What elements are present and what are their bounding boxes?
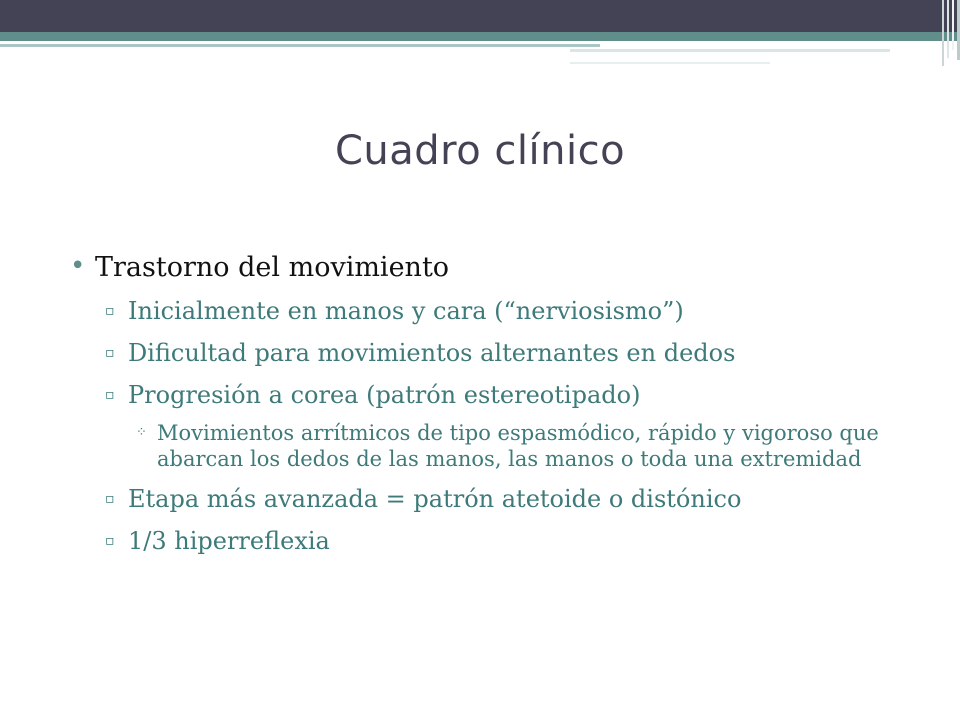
header-accent-line xyxy=(570,52,770,64)
bullet-square-icon: ▫ xyxy=(105,387,115,403)
bullet-level2 xyxy=(70,478,910,520)
bullet-text: Etapa más avanzada = patrón atetoide o distónico xyxy=(128,485,742,513)
bullet-text: Progresión a corea (patrón estereotipado) xyxy=(128,381,641,409)
bullet-level2 xyxy=(70,290,910,332)
bullet-level1 xyxy=(70,246,910,290)
bullet-level2 xyxy=(70,374,910,416)
bullet-text: Inicialmente en manos y cara (“nerviosismo”) xyxy=(128,297,684,325)
slide-content xyxy=(70,246,910,562)
bullet-dots-icon: ⁘ xyxy=(136,425,147,440)
bullet-level2 xyxy=(70,332,910,374)
bullet-square-icon: ▫ xyxy=(105,491,115,507)
header-accent-line xyxy=(570,42,890,52)
bullet-level3 xyxy=(70,420,917,472)
header-corner-bars xyxy=(930,0,960,66)
header-accent-line xyxy=(0,44,600,47)
bullet-square-icon: ▫ xyxy=(105,303,115,319)
bullet-text: 1/3 hiperreflexia xyxy=(128,527,330,555)
bullet-square-icon: ▫ xyxy=(105,345,115,361)
bullet-text: Trastorno del movimiento xyxy=(95,252,450,283)
bullet-square-icon: ▫ xyxy=(105,533,115,549)
header-dark-band xyxy=(0,0,960,32)
bullet-level2 xyxy=(70,520,910,562)
bullet-dot-icon: • xyxy=(70,251,86,281)
bullet-text: Movimientos arrítmicos de tipo espasmódico, rápido y vigoroso que abarcan los dedos de las manos, las manos o toda una extremidad xyxy=(157,421,879,471)
bullet-text: Dificultad para movimientos alternantes en dedos xyxy=(128,339,736,367)
header-teal-band xyxy=(0,32,960,41)
slide-title: Cuadro clínico xyxy=(334,128,626,174)
